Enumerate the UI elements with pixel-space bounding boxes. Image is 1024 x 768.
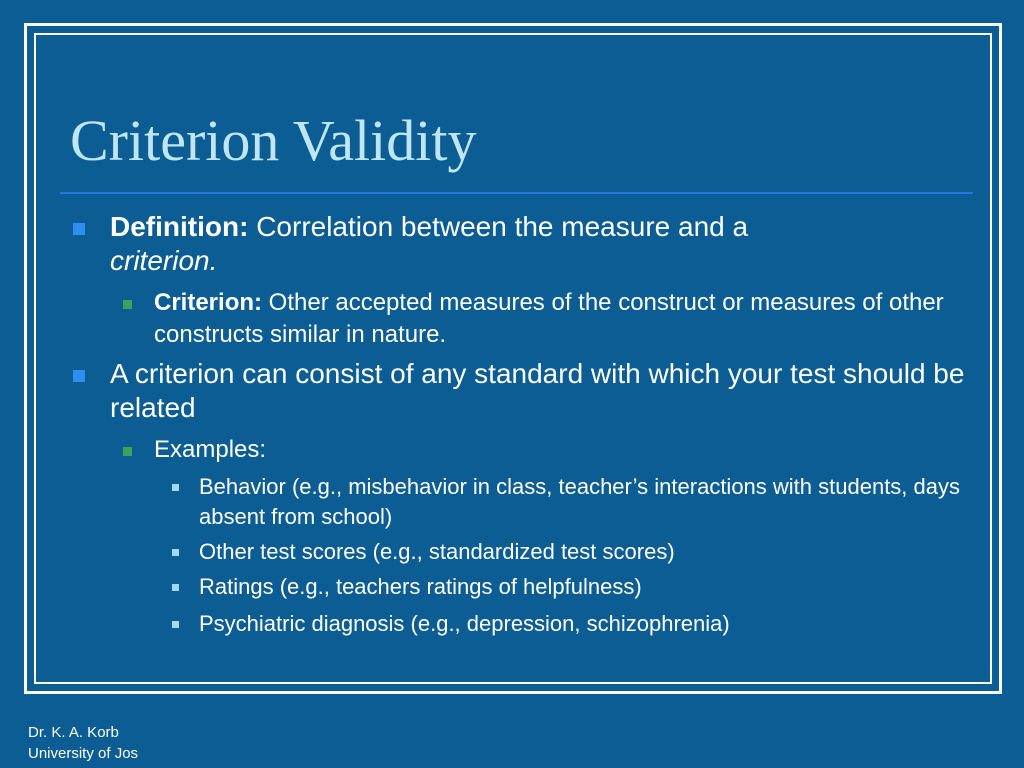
bullet-example-test-scores bbox=[199, 537, 974, 567]
slide-title: Criterion Validity bbox=[70, 108, 477, 173]
square-bullet-icon bbox=[123, 447, 132, 456]
bullet-definition bbox=[110, 210, 970, 278]
bullet-text: Examples: bbox=[154, 436, 267, 463]
slide-footer bbox=[28, 722, 138, 764]
bullet-example-behavior bbox=[199, 472, 974, 532]
bullet-text: A criterion can consist of any standard with which your test should be related bbox=[110, 358, 965, 423]
bullet-criterion bbox=[154, 287, 964, 351]
square-bullet-icon bbox=[172, 584, 179, 591]
bullet-text: Psychiatric diagnosis (e.g., depression, schizophrenia) bbox=[199, 611, 730, 636]
bullet-text: Correlation between the measure and a bbox=[248, 211, 749, 242]
square-bullet-icon bbox=[73, 223, 85, 235]
square-bullet-icon bbox=[172, 621, 179, 628]
bullet-criterion-standard bbox=[110, 357, 970, 425]
bullet-text: Ratings (e.g., teachers ratings of helpfulness) bbox=[199, 574, 642, 599]
bullet-label: Definition: bbox=[110, 211, 249, 242]
bullet-example-ratings bbox=[199, 572, 974, 602]
bullet-emphasis: criterion. bbox=[110, 245, 218, 276]
square-bullet-icon bbox=[73, 370, 85, 382]
square-bullet-icon bbox=[172, 549, 179, 556]
bullet-text: Other accepted measures of the construct or measures of other constructs similar in nature. bbox=[154, 289, 944, 348]
bullet-label: Criterion: bbox=[154, 289, 262, 316]
bullet-text: Other test scores (e.g., standardized test scores) bbox=[199, 539, 675, 564]
bullet-example-diagnosis bbox=[199, 609, 974, 639]
footer-institution: University of Jos bbox=[28, 745, 139, 762]
square-bullet-icon bbox=[172, 484, 179, 491]
bullet-text: Behavior (e.g., misbehavior in class, teacher’s interactions with students, days absent from school) bbox=[199, 474, 960, 529]
square-bullet-icon bbox=[123, 300, 132, 309]
bullet-examples bbox=[154, 434, 964, 466]
footer-author: Dr. K. A. Korb bbox=[28, 724, 119, 741]
